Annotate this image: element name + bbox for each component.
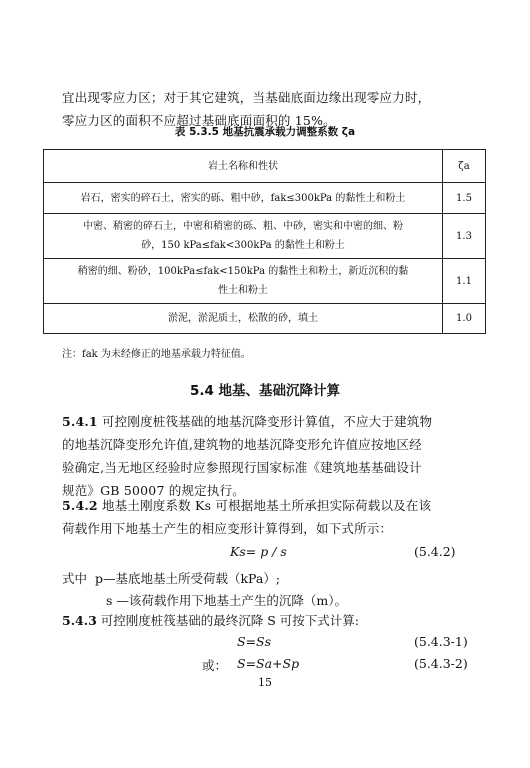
- intro-line-1: 宜出现零应力区；对于其它建筑，当基础底面边缘出现零应力时，: [62, 90, 431, 105]
- clause-5-4-2-line-2: 荷载作用下地基土产生的相应变形计算得到，如下式所示：: [62, 521, 393, 536]
- table-row: [44, 214, 486, 259]
- where-p-line: [62, 569, 280, 587]
- table-header-row: [44, 150, 486, 183]
- clause-5-4-2: [62, 494, 472, 540]
- row-3-name-line-1: 稍密的细、粉砂，100kPa≤fak<150kPa 的黏性土和粉土，新近沉积的黏: [77, 266, 409, 277]
- clause-text: 可控刚度桩筏基础的地基沉降变形计算值，不应大于建筑物: [101, 414, 433, 429]
- clause-5-4-2-line-1: [62, 494, 472, 517]
- header-coefficient: ζa: [443, 150, 486, 183]
- table-row: [44, 304, 486, 334]
- section-title: 5.4 地基、基础沉降计算: [189, 383, 341, 399]
- row-4-name-line-1: 淤泥，淤泥质土，松散的砂，填土: [168, 313, 318, 324]
- row-4-value: 1.0: [443, 304, 486, 334]
- formula-5-4-2: Ks= p / s: [230, 544, 287, 559]
- table-note: 注：fak 为未经修正的地基承载力特征值。: [62, 349, 251, 360]
- formula-number-5-4-3-2: (5.4.3-2): [414, 656, 468, 671]
- formula-5-4-3-2: S=Sa+Sp: [237, 656, 300, 671]
- clause-5-4-1-line-3: 验确定,当无地区经验时应参照现行国家标准《建筑地基基础设计: [62, 460, 422, 475]
- row-3-name-line-2: 性土和粉土: [218, 285, 268, 296]
- table-caption: 表 5.3.5 地基抗震承载力调整系数 ζa: [174, 126, 356, 138]
- clause-5-4-3: [62, 611, 359, 629]
- formula-number-5-4-3-1: (5.4.3-1): [414, 634, 468, 649]
- clause-text: 地基土刚度系数 Ks 可根据地基土所承担实际荷载以及在该: [101, 498, 432, 513]
- header-soil-name: 岩土名称和性状: [44, 150, 443, 183]
- table-row: [44, 259, 486, 304]
- where-s: s —该荷载作用下地基土产生的沉降（m）。: [106, 593, 347, 608]
- formula-number-5-4-2: (5.4.2): [414, 544, 456, 559]
- clause-5-4-1: [62, 410, 472, 502]
- clause-5-4-1-line-1: [62, 410, 472, 433]
- clause-5-4-1-line-4: 规范》GB 50007 的规定执行。: [62, 483, 245, 498]
- row-2-name-line-2: 砂，150 kPa≤fak<300kPa 的黏性土和粉土: [141, 240, 345, 251]
- row-2-value: 1.3: [443, 214, 486, 259]
- intro-line-2: 零应力区的面积不应超过基础底面面积的 15%。: [62, 113, 336, 128]
- clause-text: 可控刚度桩筏基础的最终沉降 S 可按下式计算:: [100, 613, 360, 628]
- row-1-name-line-1: 岩石，密实的碎石土，密实的砾、粗中砂，fak≤300kPa 的黏性土和粉土: [80, 192, 406, 204]
- or-label: 或：: [202, 658, 228, 673]
- clause-number: 5.4.1: [62, 414, 98, 429]
- where-p: p—基底地基土所受荷载（kPa）;: [94, 571, 281, 586]
- table-row: [44, 183, 486, 214]
- formula-5-4-3-1: S=Ss: [237, 634, 272, 649]
- clause-5-4-1-line-2: 的地基沉降变形允许值,建筑物的地基沉降变形允许值应按地区经: [62, 437, 422, 452]
- page-number: 15: [258, 676, 272, 689]
- row-3-name: [44, 259, 443, 304]
- row-2-name: [44, 214, 443, 259]
- row-3-value: 1.1: [443, 259, 486, 304]
- row-1-value: 1.5: [443, 183, 486, 214]
- adjustment-coefficient-table: [43, 149, 486, 334]
- row-2-name-line-1: 中密、稍密的碎石土，中密和稍密的砾、粗、中砂，密实和中密的细、粉: [83, 221, 403, 232]
- row-4-name: [44, 304, 443, 334]
- where-label: 式中: [62, 571, 88, 586]
- clause-number: 5.4.2: [62, 498, 98, 513]
- clause-number: 5.4.3: [62, 613, 97, 628]
- row-1-name: [44, 183, 443, 214]
